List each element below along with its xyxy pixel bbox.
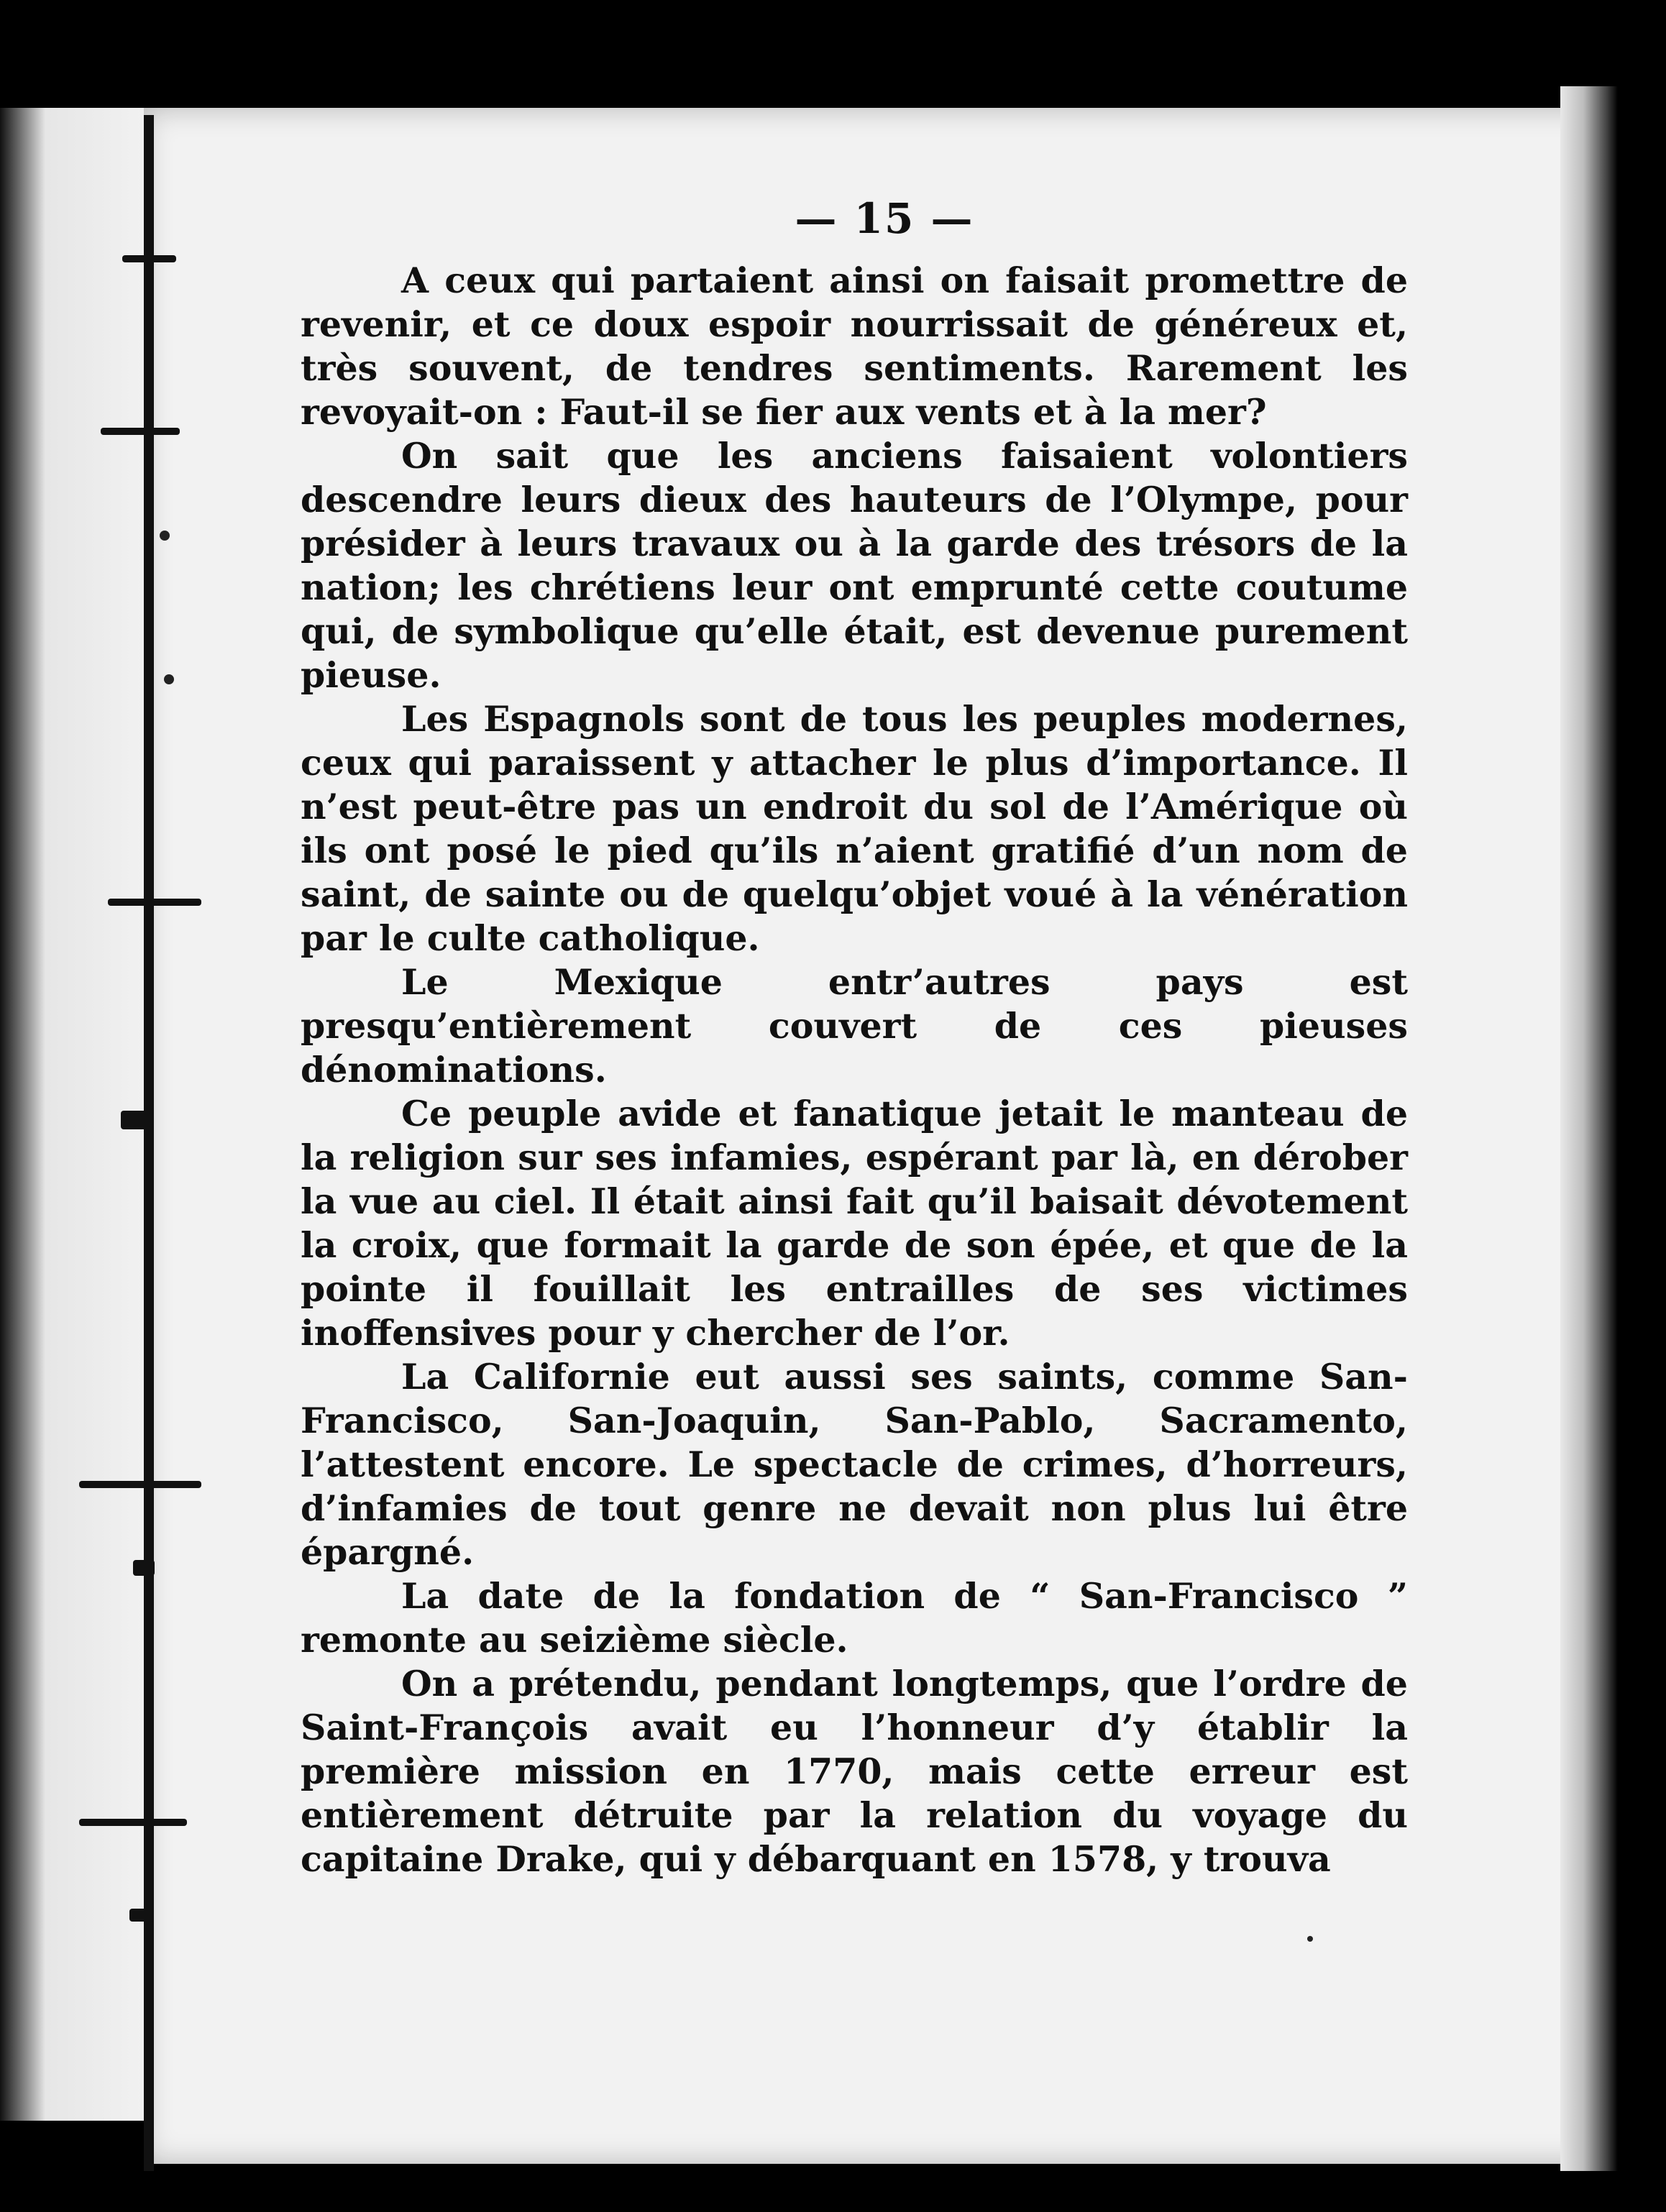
paragraph: Ce peuple avide et fanatique jetait le manteau de la religion sur ses infamies, espérant par là, en dérober la vue au ciel. Il était ainsi fait qu’il baisait dévotement la croix, que formait la garde de son épée, et que de la pointe il fouillait les entrailles de ses victimes inoffensives pour y chercher de l’or. bbox=[301, 1093, 1408, 1354]
binding-stitch-mark bbox=[122, 255, 176, 262]
paragraph: A ceux qui partaient ainsi on faisait promettre de revenir, et ce doux espoir nourrissait de généreux et, très souvent, de tendres sentiments. Rarement les revoyait-on : Faut-il se fier aux vents et à la mer? bbox=[301, 260, 1408, 433]
binding-stitch-mark bbox=[79, 1481, 201, 1488]
page-right-edge bbox=[1560, 86, 1618, 2171]
body-text bbox=[301, 259, 1408, 1881]
binding-stitch-mark bbox=[101, 428, 180, 435]
page-number: — 15 — bbox=[795, 194, 974, 243]
paragraph: On sait que les anciens faisaient volontiers descendre leurs dieux des hauteurs de l’Olympe, pour présider à leurs travaux ou à la garde des trésors de la nation; les chrétiens leur ont emprunté cette coutume qui, de symbolique qu’elle était, est devenue purement pieuse. bbox=[301, 435, 1408, 696]
binding-stitch-line bbox=[144, 115, 154, 2171]
binding-stitch-mark bbox=[79, 1819, 187, 1826]
paragraph: On a prétendu, pendant longtemps, que l’ordre de Saint-François avait eu l’honneur d’y établir la première mission en 1770, mais cette erreur est entièrement détruite par la relation du voyage du capitaine Drake, qui y débarquant en 1578, y trouva bbox=[301, 1663, 1408, 1880]
ink-speck bbox=[1307, 1936, 1313, 1942]
binding-stitch-mark bbox=[133, 1560, 155, 1576]
binding-stitch-mark bbox=[129, 1909, 154, 1922]
paragraph: La date de la fondation de “ San-Francisco ” remonte au seizième siècle. bbox=[301, 1575, 1408, 1661]
paragraph: La Californie eut aussi ses saints, comme San-Francisco, San-Joaquin, San-Pablo, Sacramento, l’attestent encore. Le spectacle de crimes, d’horreurs, d’infamies de tout genre ne devait non plus lui être épargné. bbox=[301, 1356, 1408, 1573]
ink-speck bbox=[160, 531, 170, 541]
binding-stitch-mark bbox=[121, 1111, 150, 1129]
binding-stitch-mark bbox=[108, 899, 201, 906]
paragraph: Les Espagnols sont de tous les peuples modernes, ceux qui paraissent y attacher le plus d’importance. Il n’est peut-être pas un endroit du sol de l’Amérique où ils ont posé le pied qu’ils n’aient gratifié d’un nom de saint, de sainte ou de quelqu’objet voué à la vénération par le culte catholique. bbox=[301, 698, 1408, 959]
ink-speck bbox=[164, 674, 174, 684]
paragraph: Le Mexique entr’autres pays est presqu’entièrement couvert de ces pieuses dénominations. bbox=[301, 961, 1408, 1091]
